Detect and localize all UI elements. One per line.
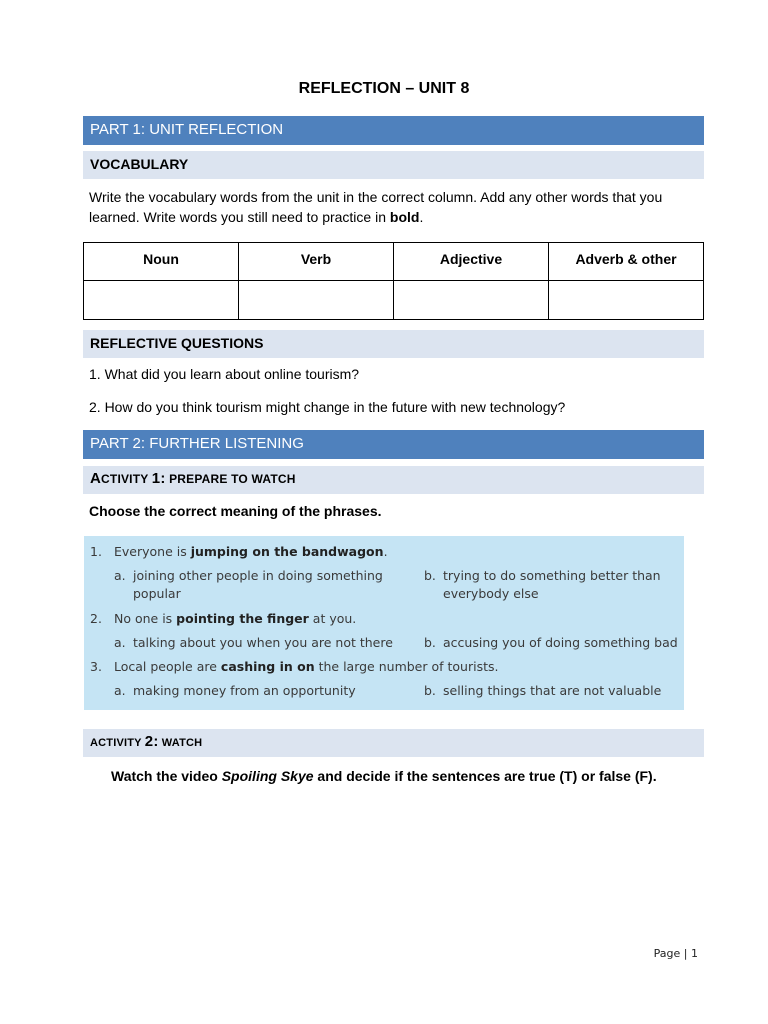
phrases-panel (84, 536, 684, 710)
activity2-instruction-end: and decide if the sentences are true (T) or false (F). (313, 768, 657, 784)
phrase-post: . (383, 544, 388, 559)
option-text: joining other people in doing something popular (133, 568, 383, 601)
phrase-bold: pointing the finger (176, 611, 309, 626)
phrase-pre: Local people are (114, 659, 221, 674)
video-title: Spoiling Skye (221, 768, 314, 784)
activity2-instruction-text: Watch the video (111, 768, 222, 784)
activity2-heading-number: 2: (144, 733, 159, 750)
option-text: making money from an opportunity (133, 683, 356, 698)
option-text: selling things that are not valuable (443, 683, 662, 698)
option-text: accusing you of doing something bad (443, 635, 678, 650)
phrase-number: 1. (90, 544, 102, 559)
activity1-heading-number: 1: (151, 470, 166, 487)
option-label: a. (114, 568, 126, 583)
part1-heading: PART 1: UNIT REFLECTION (83, 116, 704, 145)
activity2-heading-word: ACTIVITY (90, 737, 145, 749)
vocabulary-heading: VOCABULARY (83, 151, 704, 179)
vocabulary-instruction-end: . (419, 209, 424, 225)
activity1-heading-initial: A (90, 470, 102, 487)
column-header-adverb: Adverb & other (549, 243, 704, 281)
vocabulary-instruction-bold: bold (389, 209, 420, 225)
activity1-heading-word: CTIVITY (101, 472, 152, 486)
activity2-heading (83, 729, 704, 757)
reflective-questions-heading: REFLECTIVE QUESTIONS (83, 330, 704, 358)
activity1-heading-tail: PREPARE TO WATCH (165, 472, 296, 486)
noun-cell[interactable] (84, 281, 239, 320)
option-label: b. (424, 683, 436, 698)
phrase-text (114, 611, 356, 626)
phrase-text (114, 659, 498, 674)
column-header-adjective: Adjective (394, 243, 549, 281)
activity1-instruction: Choose the correct meaning of the phrases. (89, 503, 382, 519)
verb-cell[interactable] (239, 281, 394, 320)
option-label: a. (114, 683, 126, 698)
column-header-verb: Verb (239, 243, 394, 281)
option-label: b. (424, 568, 436, 583)
page-footer (654, 947, 698, 960)
vocabulary-instruction-text: Write the vocabulary words from the unit in the correct column. Add any other words that you learned. Write words you still need to practice in (89, 189, 663, 225)
phrase-pre: No one is (114, 611, 177, 626)
phrase-bold: cashing in on (220, 659, 315, 674)
reflective-question-2: 2. How do you think tourism might change in the future with new technology? (89, 399, 566, 415)
page-separator: | (683, 947, 688, 960)
phrase-number: 2. (90, 611, 102, 626)
page-number: 1 (691, 947, 698, 960)
column-header-noun: Noun (84, 243, 239, 281)
option-text: trying to do something better than everybody else (443, 568, 661, 601)
phrase-text (114, 544, 388, 559)
phrase-bold: jumping on the bandwagon (190, 544, 384, 559)
phrase-post: the large number of tourists. (314, 659, 499, 674)
phrase-post: at you. (308, 611, 357, 626)
adjective-cell[interactable] (394, 281, 549, 320)
phrase-pre: Everyone is (114, 544, 191, 559)
option-text: talking about you when you are not there (133, 635, 393, 650)
activity2-instruction (111, 766, 701, 786)
reflective-question-1: 1. What did you learn about online tourism? (89, 366, 360, 382)
phrase-number: 3. (90, 659, 102, 674)
activity1-heading (83, 466, 704, 494)
part2-heading: PART 2: FURTHER LISTENING (83, 430, 704, 459)
option-label: a. (114, 635, 126, 650)
option-label: b. (424, 635, 436, 650)
activity2-heading-tail: WATCH (158, 737, 203, 749)
adverb-cell[interactable] (549, 281, 704, 320)
vocabulary-instruction (89, 187, 701, 227)
vocabulary-table (83, 242, 704, 320)
page-title: REFLECTION – UNIT 8 (298, 80, 470, 97)
page-label: Page (653, 947, 681, 960)
